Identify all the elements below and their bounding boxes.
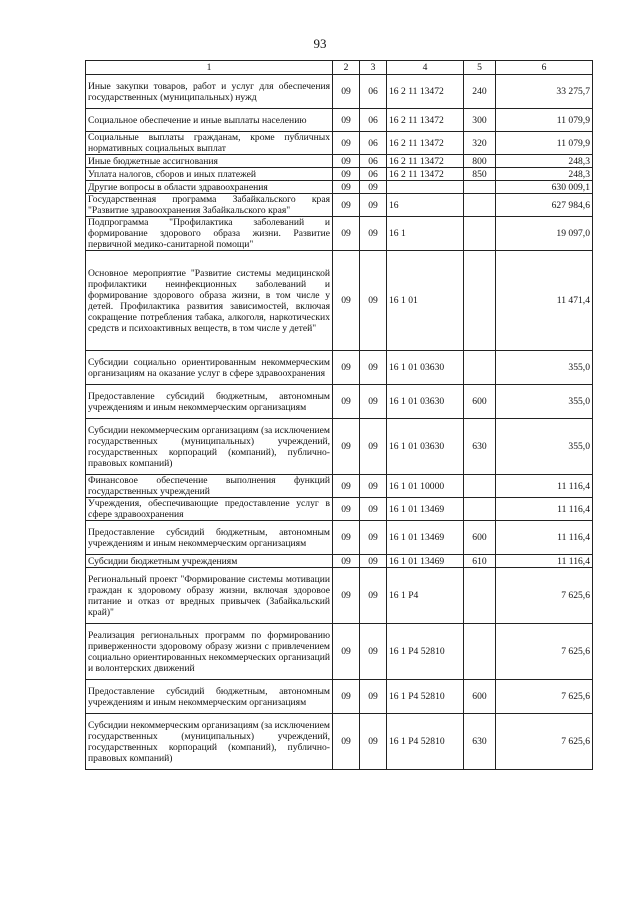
table-row: [86, 351, 593, 385]
row-subsection: 06: [360, 168, 387, 181]
row-subsection: 06: [360, 132, 387, 155]
row-amount: 355,0: [496, 419, 593, 475]
row-amount: 630 009,1: [496, 181, 593, 194]
table-row: [86, 155, 593, 168]
table-row: [86, 475, 593, 498]
row-target-article: 16 1 P4: [387, 568, 464, 624]
row-subsection: 09: [360, 680, 387, 714]
row-section: 09: [333, 385, 360, 419]
row-section: 09: [333, 419, 360, 475]
col-header-subsection: 3: [360, 61, 387, 75]
row-amount: 355,0: [496, 385, 593, 419]
col-header-name: 1: [86, 61, 333, 75]
header-row: [86, 61, 593, 75]
row-target-article: 16 1: [387, 217, 464, 251]
row-expense-type: 630: [464, 419, 496, 475]
row-expense-type: 240: [464, 75, 496, 109]
row-subsection: 09: [360, 475, 387, 498]
row-target-article: 16 1 P4 52810: [387, 624, 464, 680]
table-row: [86, 181, 593, 194]
row-section: 09: [333, 181, 360, 194]
row-section: 09: [333, 132, 360, 155]
row-subsection: 09: [360, 419, 387, 475]
row-name: Учреждения, обеспечивающие предоставление услуг в сфере здравоохранения: [86, 498, 333, 521]
row-expense-type: [464, 217, 496, 251]
row-name: Иные закупки товаров, работ и услуг для обеспечения государственных (муниципальных) нужд: [86, 75, 333, 109]
row-section: 09: [333, 521, 360, 555]
row-name: Предоставление субсидий бюджетным, автономным учреждениям и иным некоммерческим организациям: [86, 521, 333, 555]
row-amount: 7 625,6: [496, 568, 593, 624]
row-amount: 248,3: [496, 155, 593, 168]
row-section: 09: [333, 251, 360, 351]
table-row: [86, 75, 593, 109]
row-amount: 11 116,4: [496, 521, 593, 555]
row-section: 09: [333, 109, 360, 132]
row-amount: 11 471,4: [496, 251, 593, 351]
row-amount: 11 079,9: [496, 132, 593, 155]
row-name: Субсидии бюджетным учреждениям: [86, 555, 333, 568]
row-target-article: 16 1 01 13469: [387, 555, 464, 568]
row-amount: 11 116,4: [496, 555, 593, 568]
row-section: 09: [333, 714, 360, 770]
row-target-article: 16 1 P4 52810: [387, 680, 464, 714]
row-target-article: 16 2 11 13472: [387, 168, 464, 181]
row-section: 09: [333, 475, 360, 498]
row-name: Субсидии некоммерческим организациям (за исключением государственных (муниципальных) учреждений, государственных корпораций (компаний), публично-правовых компаний): [86, 714, 333, 770]
row-subsection: 09: [360, 351, 387, 385]
row-section: 09: [333, 217, 360, 251]
table-row: [86, 251, 593, 351]
col-header-target-article: 4: [387, 61, 464, 75]
row-expense-type: [464, 624, 496, 680]
table-row: [86, 419, 593, 475]
row-subsection: 06: [360, 75, 387, 109]
row-amount: 11 079,9: [496, 109, 593, 132]
row-target-article: 16 2 11 13472: [387, 109, 464, 132]
row-amount: 627 984,6: [496, 194, 593, 217]
table-row: [86, 498, 593, 521]
row-amount: 248,3: [496, 168, 593, 181]
row-name: Социальное обеспечение и иные выплаты населению: [86, 109, 333, 132]
table-row: [86, 521, 593, 555]
row-target-article: 16 1 01 03630: [387, 385, 464, 419]
row-section: 09: [333, 351, 360, 385]
row-section: 09: [333, 155, 360, 168]
row-expense-type: 320: [464, 132, 496, 155]
table-row: [86, 168, 593, 181]
row-target-article: 16 2 11 13472: [387, 75, 464, 109]
row-section: 09: [333, 498, 360, 521]
table-row: [86, 555, 593, 568]
row-name: Государственная программа Забайкальского края "Развитие здравоохранения Забайкальского края": [86, 194, 333, 217]
row-section: 09: [333, 168, 360, 181]
row-section: 09: [333, 555, 360, 568]
row-name: Региональный проект "Формирование системы мотивации граждан к здоровому образу жизни, включая здоровое питание и отказ от вредных привычек (Забайкальский край)": [86, 568, 333, 624]
table-row: [86, 132, 593, 155]
row-target-article: 16 1 01 13469: [387, 498, 464, 521]
row-subsection: 09: [360, 714, 387, 770]
row-target-article: 16 1 P4 52810: [387, 714, 464, 770]
table-row: [86, 109, 593, 132]
table-row: [86, 624, 593, 680]
row-expense-type: 600: [464, 521, 496, 555]
row-amount: 355,0: [496, 351, 593, 385]
row-amount: 19 097,0: [496, 217, 593, 251]
row-amount: 33 275,7: [496, 75, 593, 109]
row-subsection: 06: [360, 155, 387, 168]
table-row: [86, 714, 593, 770]
table-row: [86, 568, 593, 624]
table-row: [86, 217, 593, 251]
row-subsection: 09: [360, 181, 387, 194]
row-amount: 7 625,6: [496, 624, 593, 680]
row-expense-type: [464, 194, 496, 217]
row-subsection: 09: [360, 217, 387, 251]
row-subsection: 09: [360, 568, 387, 624]
row-expense-type: [464, 251, 496, 351]
col-header-section: 2: [333, 61, 360, 75]
row-expense-type: [464, 498, 496, 521]
row-expense-type: 600: [464, 680, 496, 714]
row-amount: 7 625,6: [496, 680, 593, 714]
budget-table: [85, 60, 593, 770]
row-expense-type: [464, 181, 496, 194]
row-name: Социальные выплаты гражданам, кроме публичных нормативных социальных выплат: [86, 132, 333, 155]
row-name: Реализация региональных программ по формированию приверженности здоровому образу жизни с привлечением социально ориентированных некоммерческих организаций и волонтерских движений: [86, 624, 333, 680]
row-name: Подпрограмма "Профилактика заболеваний и формирование здорового образа жизни. Развитие первичной медико-санитарной помощи": [86, 217, 333, 251]
row-name: Финансовое обеспечение выполнения функций государственных учреждений: [86, 475, 333, 498]
row-amount: 7 625,6: [496, 714, 593, 770]
table-row: [86, 385, 593, 419]
row-expense-type: 610: [464, 555, 496, 568]
table-row: [86, 194, 593, 217]
col-header-amount: 6: [496, 61, 593, 75]
row-target-article: 16 2 11 13472: [387, 132, 464, 155]
row-target-article: 16 1 01 13469: [387, 521, 464, 555]
row-subsection: 09: [360, 624, 387, 680]
row-target-article: 16: [387, 194, 464, 217]
row-expense-type: 600: [464, 385, 496, 419]
row-section: 09: [333, 624, 360, 680]
row-name: Уплата налогов, сборов и иных платежей: [86, 168, 333, 181]
row-target-article: 16 1 01 10000: [387, 475, 464, 498]
row-amount: 11 116,4: [496, 498, 593, 521]
row-target-article: 16 1 01 03630: [387, 351, 464, 385]
row-subsection: 09: [360, 498, 387, 521]
row-expense-type: [464, 568, 496, 624]
table-row: [86, 680, 593, 714]
row-name: Иные бюджетные ассигнования: [86, 155, 333, 168]
row-section: 09: [333, 568, 360, 624]
row-expense-type: 630: [464, 714, 496, 770]
row-section: 09: [333, 194, 360, 217]
row-name: Основное мероприятие "Развитие системы медицинской профилактики неинфекционных заболеваний и формирование здорового образа жизни, в том числе у детей. Профилактика развития зависимостей, включая сокращение потребления табака, алкоголя, наркотических средств и психоактивных веществ, в том числе у детей": [86, 251, 333, 351]
row-section: 09: [333, 680, 360, 714]
row-target-article: 16 2 11 13472: [387, 155, 464, 168]
row-amount: 11 116,4: [496, 475, 593, 498]
row-target-article: 16 1 01: [387, 251, 464, 351]
row-name: Предоставление субсидий бюджетным, автономным учреждениям и иным некоммерческим организациям: [86, 680, 333, 714]
row-expense-type: [464, 475, 496, 498]
row-name: Субсидии некоммерческим организациям (за исключением государственных (муниципальных) учреждений, государственных корпораций (компаний), публично-правовых компаний): [86, 419, 333, 475]
row-subsection: 09: [360, 521, 387, 555]
row-subsection: 09: [360, 555, 387, 568]
col-header-expense-type: 5: [464, 61, 496, 75]
row-subsection: 06: [360, 109, 387, 132]
row-expense-type: 800: [464, 155, 496, 168]
row-subsection: 09: [360, 194, 387, 217]
row-section: 09: [333, 75, 360, 109]
row-expense-type: 850: [464, 168, 496, 181]
page-number: 93: [313, 36, 327, 51]
row-subsection: 09: [360, 385, 387, 419]
row-name: Другие вопросы в области здравоохранения: [86, 181, 333, 194]
row-target-article: [387, 181, 464, 194]
row-expense-type: [464, 351, 496, 385]
table-body: [86, 75, 593, 770]
row-expense-type: 300: [464, 109, 496, 132]
row-target-article: 16 1 01 03630: [387, 419, 464, 475]
row-name: Предоставление субсидий бюджетным, автономным учреждениям и иным некоммерческим организациям: [86, 385, 333, 419]
row-subsection: 09: [360, 251, 387, 351]
row-name: Субсидии социально ориентированным некоммерческим организациям на оказание услуг в сфере здравоохранения: [86, 351, 333, 385]
